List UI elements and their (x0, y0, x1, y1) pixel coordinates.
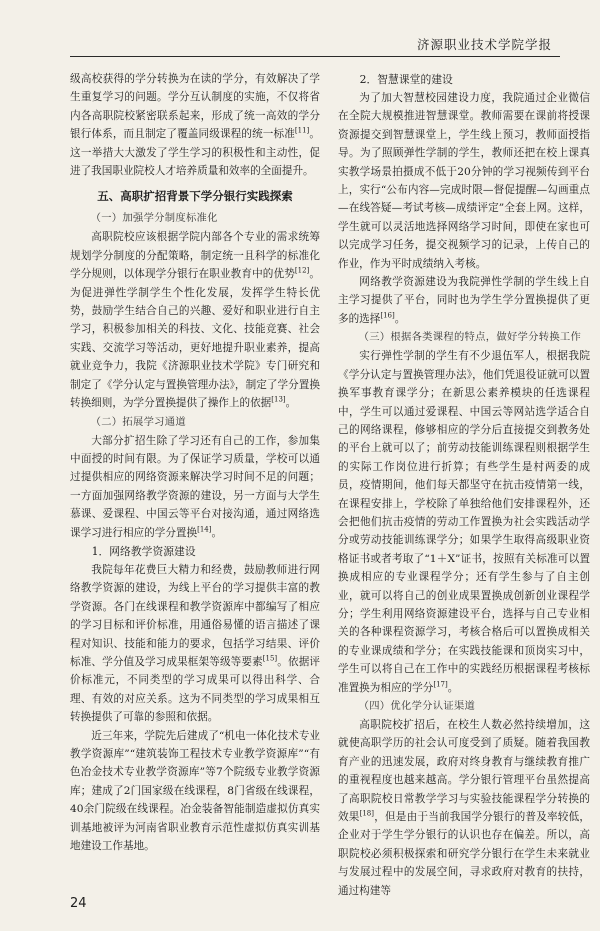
subsection-heading: （一）加强学分制度标准化 (90, 212, 218, 225)
item-heading: 2．智慧课堂的建设 (359, 73, 453, 86)
paragraph: 实行弹性学制的学生有不少退伍军人，根据我院《学分认定与置换管理办法》，他们凭退役证就可以置换军事教育课学分；在新思公素养模块的任选课程中，学生可以通过爱课程、中国云等网站选学适合自己的网络课程，修够相应的学分后直接提交到教务处的平台上就可以了；前劳动技能训练课程则根据学生的实际工作岗位进行折算；有些学生是村两委的成员，疫情期间，他们每天都坚守在抗击疫情第一线，在课程安排上，学校除了单独给他们安排课程外，还会把他们抗击疫情的劳动工作置换为社会实践活动学分或劳动技能训练课学分；如果学生取得高级职业资格证书或者考取了“1＋X”证书，按照有关标准可以置换成相应的专业课程学分；还有学生参与了自主创业，就可以将自己的创业成果置换成创新创业课程学分；学生利用网络资源建设平台，选择与自己专业相关的各种课程资源学习，考核合格后可以置换成相关的专业课成绩和学分；在实践技能课和顶岗实习中，学生可以将自己在工作中的实践经历根据课程考核标准置换为相应的学分[17]。 (338, 350, 590, 694)
paragraph: 高职院校扩招后，在校生人数必然持续增加，这就使高职学历的社会认可度受到了质疑。随着我国教育产业的迅速发展，政府对终身教育与继续教育推广的重视程度也越来越高。学分银行管理平台虽然提高了高职院校日常教学学习与实验技能课程学分转换的效果[18]，但是由于当前我国学分银行的普及率较低，企业对于学生学分银行的认识也存在偏差。所以，高职院校必须积极探索和研究学分银行在学生未来就业与发展过程中的发展空间，寻求政府对教育的扶持，通过构建等 (338, 719, 591, 897)
paragraph: 为了加大智慧校园建设力度，我院通过企业微信在全院大规模推进智慧课堂。教师需要在课前将授课资源提交到智慧课堂上，学生线上预习，教师面授指导。为了照顾弹性学制的学生，教师还把在校上课真实教学场景拍摄成不低于20分钟的学习视频传到平台上，实行“公布内容—完成时限—督促提醒—勾画重点—在线答疑—考试考核—成绩评定”全套上网。这样，学生就可以灵活地选择网络学习时间，即使在家也可以完成学习任务，提交视频学习的记录，上传自己的作业，作为平时成绩纳入考核。 (338, 92, 590, 270)
journal-title: 济源职业技术学院学报 (416, 37, 552, 52)
item-heading: 1．网络教学资源建设 (91, 544, 196, 558)
subsection-heading: （二）拓展学习通道 (90, 415, 186, 428)
running-header (70, 32, 560, 57)
paragraph: 高职院校应该根据学院内部各个专业的需求统筹规划学分制度的分配策略，制定统一且科学的标准化学分规则，以体现学分银行在职业教育中的优势[12]。为促进弹性学制学生个性化发展，发挥学生特长优势，鼓励学生结合自己的兴趣、爱好和职业进行自主学习，积极参加相关的科技、文化、技能竞赛、社会实践、交流学习等活动，更好地提升职业素养，提高就业竞争力，我院《济源职业技术学院》专门研究和制定了《学分认定与置换管理办法》，制定了学分置换转换细则，为学分置换提供了操作上的依据[13]。 (70, 231, 321, 410)
subsection-heading: （四）优化学分认证渠道 (358, 700, 476, 712)
paragraph: 大部分扩招生除了学习还有自己的工作，参加集中面授的时间有限。为了保证学习质量，学校可以通过提供相应的网络资源来解决学习时间不足的问题；一方面加强网络教学资源的建设，另一方面与大学生慕课、爱课程、中国云等平台对接沟通，通过网络选课学习进行相应的学分置换[14]。 (70, 434, 320, 539)
paragraph: 近三年来，学院先后建成了“机电一体化技术专业教学资源库”“建筑装饰工程技术专业教学资源库”“有色冶金技术专业教学资源库”等7个院级专业教学资源库；建成了2门国家级在线课程，8门省级在线课程，40余门院级在线课程。冶金装备智能制造虚拟仿真实训基地被评为河南省职业教育示范性虚拟仿真实训基地建设工作基地。 (70, 729, 320, 853)
right-column (338, 70, 591, 897)
paragraph: 级高校获得的学分转换为在读的学分，有效解决了学生重复学习的问题。学分互认制度的实施，不仅将省内各高职院校紧密联系起来，形成了统一高效的学分银行体系，而且制定了覆盖同级课程的统一标准[11]。这一举措大大激发了学生学习的积极性和主动性，促进了我国职业院校人才培养质量和效率的全面提升。 (70, 73, 321, 178)
page-number: 24 (70, 896, 87, 911)
section-heading: 五、高职扩招背景下学分银行实践探索 (97, 189, 293, 204)
subsection-heading: （三）根据各类课程的特点，做好学分转换工作 (358, 331, 582, 344)
left-column (70, 70, 320, 881)
paragraph: 我院每年花费巨大精力和经费，鼓励教师进行网络教学资源的建设，为线上平台的学习提供丰富的教学资源。各门在线课程和教学资源库中都编写了相应的学习目标和评价标准，用通俗易懂的语言描述了课程对知识、技能和能力的要求，包括学习结果、评价标准、学分值及学习成果框架等级等要素[15]。依据评价标准元，不同类型的学习成果可以得出科学、合理、有效的对应关系。这为不同类型的学习成果相互转换提供了可靠的参照和依据。 (70, 563, 321, 724)
paragraph: 网络教学资源建设为我院弹性学制的学生线上自主学习提供了平台，同时也为学生学分置换提供了更多的选择[16]。 (338, 276, 590, 325)
